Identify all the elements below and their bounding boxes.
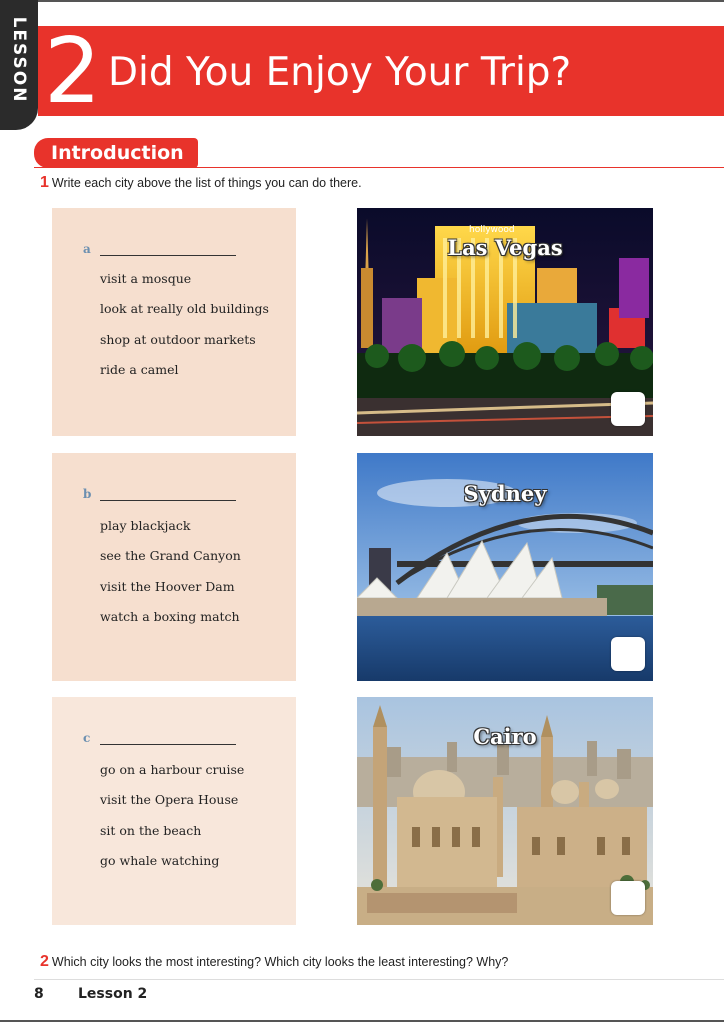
exercise-2-instruction <box>40 953 508 971</box>
lesson-number: 2 <box>44 19 102 124</box>
list-box-a <box>52 208 296 436</box>
page-number: 8 <box>34 986 44 1002</box>
list-letter: c <box>83 731 91 745</box>
footer-lesson-label: Lesson 2 <box>78 986 148 1002</box>
exercise-1-number: 1 <box>40 174 49 191</box>
exercise-2-number: 2 <box>40 953 49 970</box>
exercise-1-text: Write each city above the list of things you can do there. <box>51 176 362 190</box>
list-item: go whale watching <box>100 853 220 868</box>
exercise-2-text: Which city looks the most interesting? Which city looks the least interesting? Why? <box>51 955 509 969</box>
hotel-sign: hollywood <box>469 225 515 235</box>
photo-las-vegas <box>357 208 653 436</box>
answer-blank-b[interactable] <box>100 500 236 501</box>
list-item: look at really old buildings <box>100 301 269 316</box>
list-letter: b <box>83 487 92 501</box>
photo-cairo <box>357 697 653 925</box>
answer-blank-c[interactable] <box>100 744 236 745</box>
list-box-b <box>52 453 296 681</box>
list-item: visit the Hoover Dam <box>100 579 235 594</box>
city-label-las-vegas: Las Vegas <box>447 235 563 260</box>
list-box-c <box>52 697 296 925</box>
list-item: watch a boxing match <box>100 609 240 624</box>
answer-box-cairo[interactable] <box>611 881 645 915</box>
page-title: Did You Enjoy Your Trip? <box>108 50 572 95</box>
lesson-tab <box>0 0 38 130</box>
footer-divider <box>34 979 724 980</box>
city-label-sydney: Sydney <box>463 481 547 506</box>
bottom-rule <box>0 1020 724 1022</box>
list-item: sit on the beach <box>100 823 202 838</box>
answer-blank-a[interactable] <box>100 255 236 256</box>
list-item: shop at outdoor markets <box>100 332 256 347</box>
lesson-word: LESSON <box>9 16 29 104</box>
top-rule <box>0 0 724 2</box>
list-item: go on a harbour cruise <box>100 762 245 777</box>
list-item: visit a mosque <box>100 271 192 286</box>
city-label-cairo: Cairo <box>473 724 537 749</box>
list-item: ride a camel <box>100 362 179 377</box>
list-item: visit the Opera House <box>100 792 239 807</box>
section-divider <box>34 167 724 168</box>
exercise-1-instruction <box>40 174 362 192</box>
list-item: see the Grand Canyon <box>100 548 241 563</box>
list-item: play blackjack <box>100 518 191 533</box>
section-label: Introduction <box>34 138 198 168</box>
answer-box-las-vegas[interactable] <box>611 392 645 426</box>
list-letter: a <box>83 242 91 256</box>
answer-box-sydney[interactable] <box>611 637 645 671</box>
photo-sydney <box>357 453 653 681</box>
